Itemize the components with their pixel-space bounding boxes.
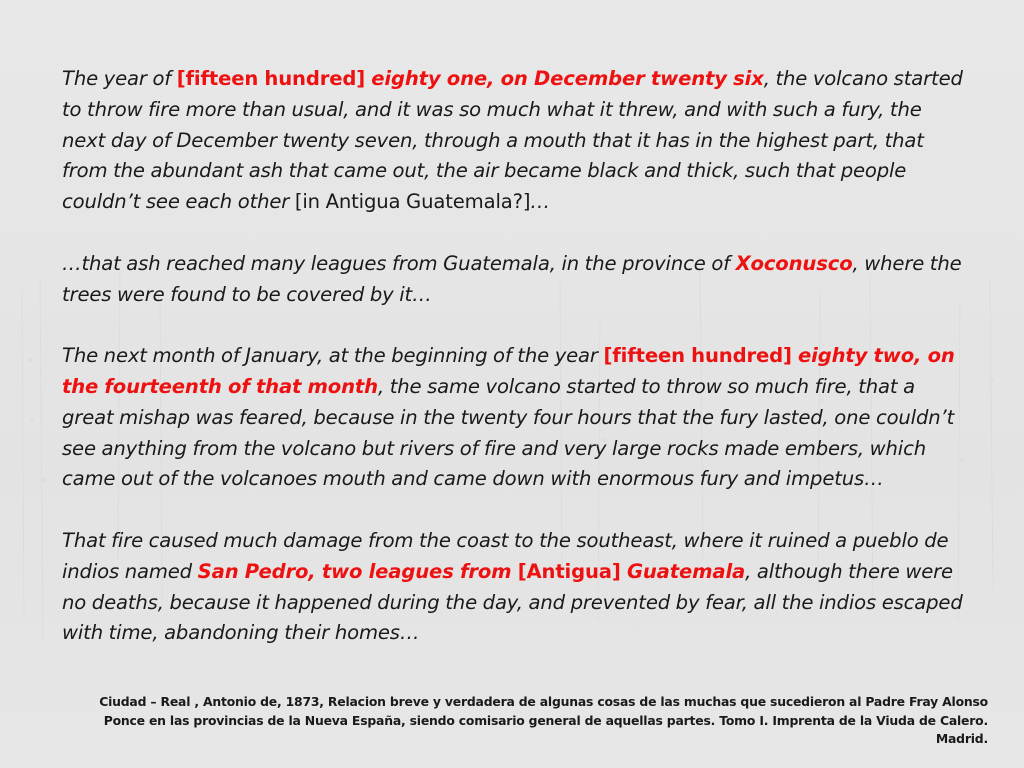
paragraph-3-run-2: [fifteen hundred] — [603, 344, 799, 368]
paragraph-4-run-1: That fire caused much damage from the coast to the southeast, where it ruined a pueblo de indios named — [62, 528, 949, 583]
paragraph-2-run-1: …that ash reached many leagues from Guatemala, in the province of — [62, 251, 736, 275]
paragraph-4-run-3: [Antigua] — [517, 559, 627, 583]
paragraph-4-run-2: San Pedro, two leagues from — [197, 559, 518, 583]
paragraph-4-run-4: Guatemala — [626, 559, 746, 583]
paragraph-1 — [62, 64, 968, 218]
paragraph-2 — [62, 249, 968, 311]
paragraph-4 — [62, 526, 968, 649]
paragraph-1-run-4: , the volcano started to throw fire more than usual, and it was so much what it threw, and with such a fury, the next day of December twenty seven, through a mouth that it has in the highest part, that from the abundant ash that came out, the air became black and thick, such that people couldn’t see each other — [62, 67, 963, 214]
paragraph-3-run-4: , the same volcano started to throw so much fire, that a great mishap was feared, because in the twenty four hours that the fury lasted, one couldn’t see anything from the volcano but rivers of fire and very large rocks made embers, which came out of the volcanoes mouth and came down with enormous fury and impetus… — [62, 374, 955, 491]
paragraph-1-run-3: eighty one, on December twenty six — [371, 67, 764, 90]
paragraph-3-run-3: eighty two, on the fourteenth of that month — [62, 344, 955, 398]
paragraph-1-run-6: … — [530, 190, 550, 214]
source-citation: Ciudad – Real , Antonio de, 1873, Relacion breve y verdadera de algunas cosas de las muchas que sucedieron al Padre Fray Alonso Ponce en las provincias de la Nueva España, siendo comisario general de aquellas partes. Tomo I. Imprenta de la Viuda de Calero. Madrid. — [99, 694, 988, 746]
paragraph-3-run-1: The next month of January, at the beginning of the year — [62, 344, 604, 368]
paragraph-1-run-5: [in Antigua Guatemala?] — [294, 190, 531, 214]
paragraph-1-run-2: [fifteen hundred] — [176, 67, 372, 90]
paragraph-3 — [62, 341, 968, 495]
paragraph-2-run-3: , where the trees were found to be covered by it… — [62, 251, 962, 306]
paragraph-2-run-2: Xoconusco — [735, 251, 853, 275]
paragraph-4-run-5: , although there were no deaths, because it happened during the day, and prevented by fear, all the indios escaped with time, abandoning their homes… — [62, 559, 963, 645]
quoted-passage — [62, 64, 968, 680]
paragraph-1-run-1: The year of — [62, 67, 177, 90]
